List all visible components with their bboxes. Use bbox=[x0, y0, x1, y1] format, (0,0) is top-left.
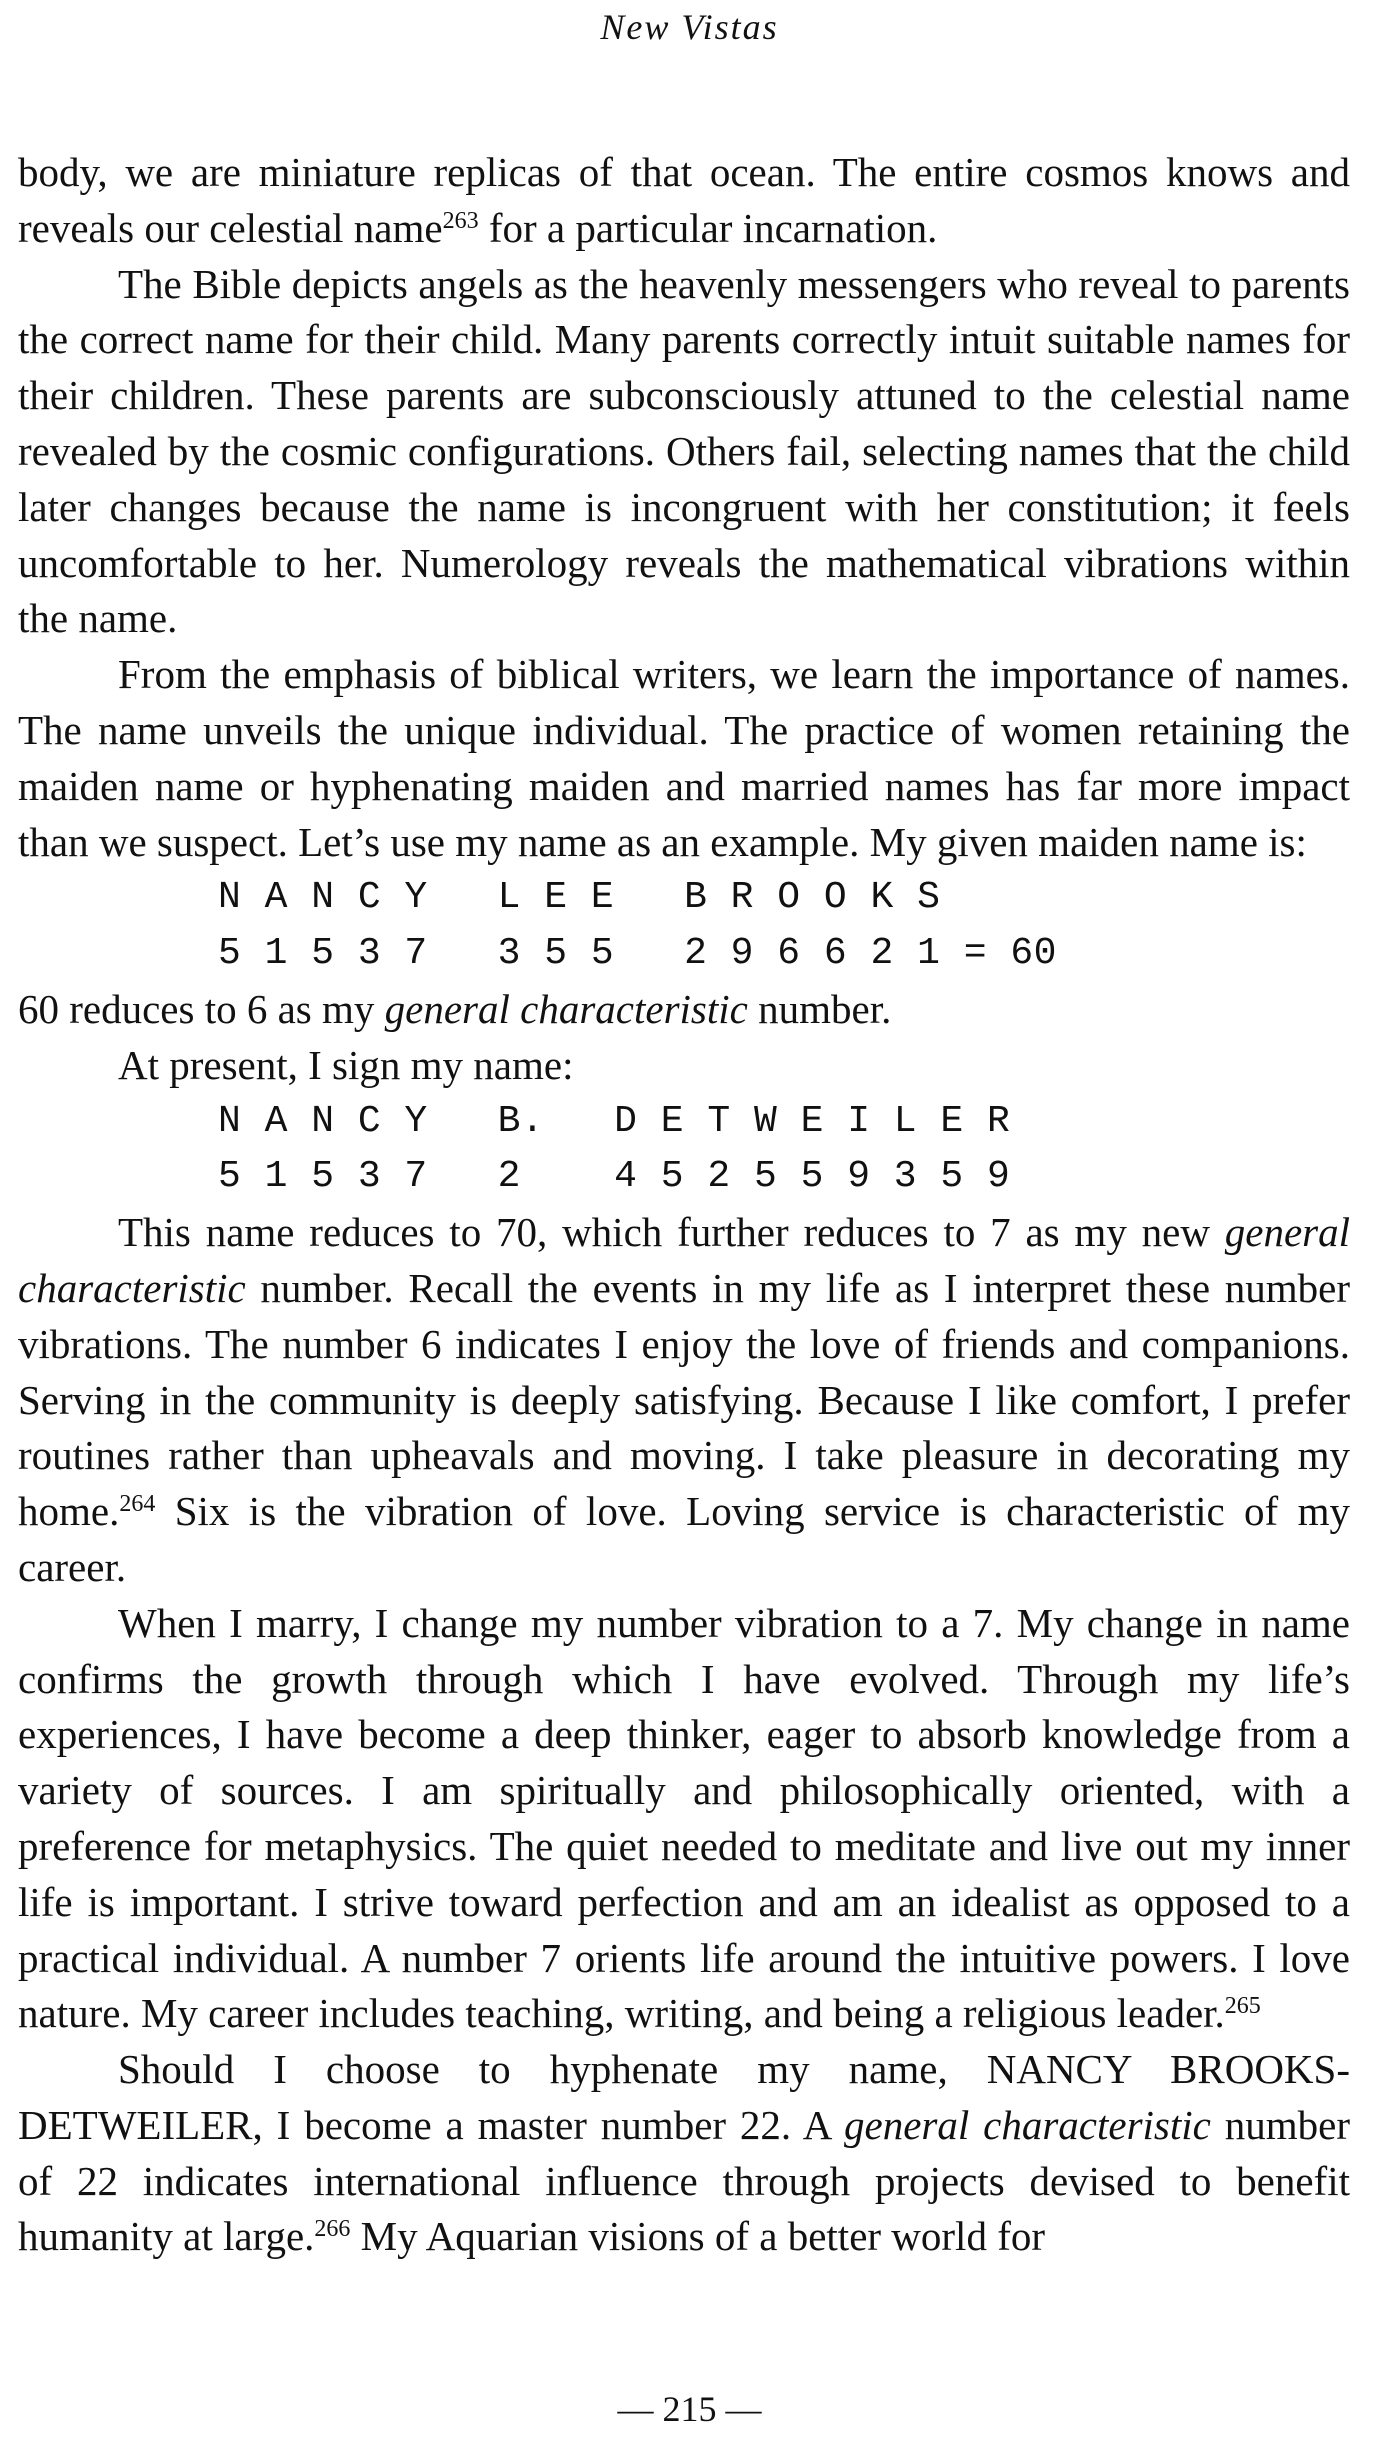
footnote-ref[interactable]: 266 bbox=[314, 2216, 351, 2243]
text-run: body, we are miniature replicas of that ocean. The entire cosmos knows and reveals our celestial name bbox=[18, 149, 1350, 251]
text-run: number. bbox=[747, 985, 892, 1032]
paragraph: The Bible depicts angels as the heavenly messengers who reveal to parents the correct name for their child. Many parents correctly intuit suitable names for their children. These parents are subconsciously attuned to the celestial name revealed by the cosmic configurations. Others fail, selecting names that the child later changes because the name is incongruent with her constitution; it feels uncomfortable to her. Numerology reveals the mathematical vibrations within the name. bbox=[18, 260, 1350, 642]
text-run: 60 reduces to 6 as my bbox=[18, 985, 385, 1032]
paragraph bbox=[18, 1205, 1350, 1596]
text-run: This name reduces to 70, which further reduces to 7 as my new bbox=[118, 1209, 1225, 1256]
text-run: number. Recall the events in my life as I interpret these number vibrations. The number 6 indicates I enjoy the love of friends and companions. Serving in the community is deeply satisfying. Because I like comfort, I prefer routines rather than upheavals and moving. I take pleasure in decorating my home. bbox=[18, 1264, 1350, 1535]
footnote-ref[interactable]: 264 bbox=[119, 1491, 156, 1518]
maiden-name-letters: N A N C Y L E E B R O O K S bbox=[218, 876, 941, 920]
maiden-name-digits: 5 1 5 3 7 3 5 5 2 9 6 6 2 1 = 60 bbox=[218, 932, 1057, 976]
footnote-ref[interactable]: 265 bbox=[1224, 1993, 1261, 2020]
text-run: number of 22 indicates international influence through projects devised to benefit humanity at large. bbox=[18, 2101, 1350, 2260]
body-text bbox=[18, 145, 1350, 2265]
present-name-digits: 5 1 5 3 7 2 4 5 2 5 5 9 3 5 9 bbox=[218, 1155, 1011, 1199]
paragraph bbox=[18, 982, 1350, 1038]
emphasis: general characteristic bbox=[384, 985, 748, 1032]
text-run: Six is the vibration of love. Loving service is characteristic of my career. bbox=[18, 1488, 1350, 1590]
present-name-letters: N A N C Y B. D E T W E I L E R bbox=[218, 1099, 1011, 1143]
paragraph bbox=[18, 2042, 1350, 2265]
text-run: My Aquarian visions of a better world for bbox=[350, 2213, 1045, 2260]
paragraph: From the emphasis of biblical writers, we learn the importance of names. The name unveils the unique individual. The practice of women retaining the maiden name or hyphenating maiden and married names has far more impact than we suspect. Let’s use my name as an example. My given maiden name is: bbox=[18, 651, 1350, 865]
emphasis: general characteristic bbox=[18, 1209, 1350, 1311]
emphasis: general characteristic bbox=[844, 2101, 1211, 2148]
paragraph: At present, I sign my name: bbox=[118, 1041, 574, 1088]
text-run: Should I choose to hyphenate my name, NANCY BROOKS-DETWEILER, I become a master number 22. A bbox=[18, 2046, 1350, 2148]
paragraph bbox=[18, 145, 1350, 257]
paragraph bbox=[18, 1596, 1350, 2042]
footnote-ref[interactable]: 263 bbox=[442, 207, 479, 234]
text-run: When I marry, I change my number vibration to a 7. My change in name confirms the growth through which I have evolved. Through my life’s experiences, I have become a deep thinker, eager to absorb knowledge from a variety of sources. I am spiritually and philosophically oriented, with a preference for metaphysics. The quiet needed to meditate and live out my inner life is important. I strive toward perfection and am an idealist as opposed to a practical individual. A number 7 orients life around the intuitive powers. I love nature. My career includes teaching, writing, and being a religious leader. bbox=[18, 1599, 1350, 2037]
text-run: for a particular incarnation. bbox=[478, 204, 938, 251]
running-head: New Vistas bbox=[600, 7, 779, 47]
page-number: — 215 — bbox=[617, 2389, 762, 2429]
